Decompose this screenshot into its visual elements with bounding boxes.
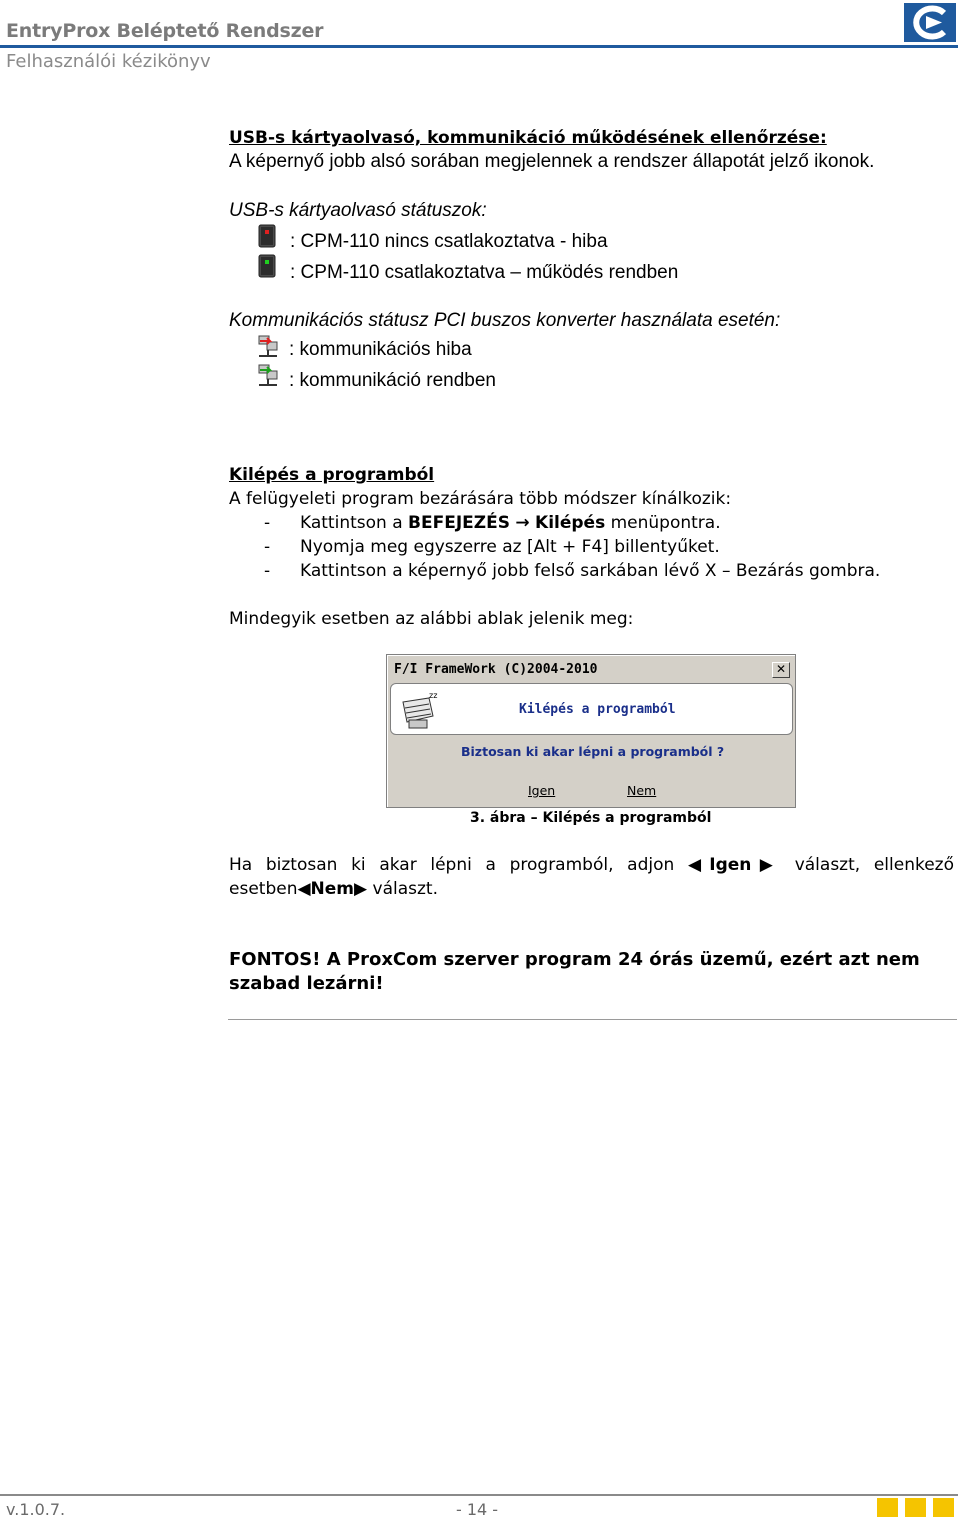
company-logo-icon (904, 3, 956, 42)
footer-square-icon (905, 1498, 926, 1517)
header-rule (0, 45, 958, 48)
yes-button[interactable]: Igen (528, 783, 556, 798)
no-button[interactable]: Nem (627, 783, 657, 798)
answer-paragraph: Ha biztosan ki akar lépni a programból, adjon ◀Igen▶ választ, ellenkező esetben◀Nem▶ választ. (229, 855, 954, 899)
section-divider (228, 1019, 957, 1020)
exit-method-close-button: Kattintson a képernyő jobb felső sarkában lévő X – Bezárás gombra. (300, 561, 881, 581)
usb-section-heading: USB-s kártyaolvasó, kommunikáció működésének ellenőrzése: (229, 128, 827, 148)
document-title: EntryProx Beléptető Rendszer (6, 20, 324, 42)
comm-status-error: : kommunikációs hiba (289, 339, 472, 360)
figure-caption: 3. ábra – Kilépés a programból (470, 810, 712, 826)
exit-method-shortcut: Nyomja meg egyszerre az [Alt + F4] billentyűket. (300, 537, 720, 557)
reader-green-led-icon (257, 254, 279, 280)
exit-intro-text: A felügyeleti program bezárására több módszer kínálkozik: (229, 489, 732, 509)
list-bullet: - (264, 513, 271, 533)
comm-status-title: Kommunikációs státusz PCI buszos konverter használata esetén: (229, 310, 781, 331)
dialog-titlebar (390, 658, 792, 682)
document-subtitle: Felhasználói kézikönyv (6, 51, 211, 72)
list-bullet: - (264, 537, 271, 557)
network-error-icon (257, 334, 279, 360)
dialog-header-panel (390, 683, 793, 735)
exit-method-menu: Kattintson a BEFEJEZÉS → Kilépés menüpontra. (300, 513, 721, 533)
exit-dialog (386, 654, 796, 808)
footer-square-icon (933, 1498, 954, 1517)
footer-square-icon (877, 1498, 898, 1517)
page-number: - 14 - (456, 1500, 499, 1519)
footer-rule (0, 1494, 958, 1496)
list-bullet: - (264, 561, 271, 581)
dialog-title: F/I FrameWork (C)2004-2010 (394, 662, 598, 677)
reader-red-led-icon (257, 224, 279, 250)
dialog-question: Biztosan ki akar lépni a programból ? (461, 744, 725, 759)
svg-text:zz: zz (429, 691, 438, 700)
comm-status-ok: : kommunikáció rendben (289, 370, 496, 391)
close-icon[interactable]: ✕ (772, 662, 790, 678)
exit-section-heading: Kilépés a programból (229, 465, 435, 485)
usb-status-connected: : CPM-110 csatlakoztatva – működés rendben (290, 262, 679, 283)
exit-window-note: Mindegyik esetben az alábbi ablak jelenik meg: (229, 609, 634, 629)
important-note: FONTOS! A ProxCom szerver program 24 órás üzemű, ezért azt nem szabad lezárni! (229, 949, 920, 994)
usb-intro-text: A képernyő jobb alsó sorában megjelennek a rendszer állapotát jelző ikonok. (229, 151, 875, 172)
dialog-heading: Kilépés a programból (519, 702, 676, 717)
network-ok-icon (257, 363, 279, 389)
usb-status-title: USB-s kártyaolvasó státuszok: (229, 200, 487, 221)
card-reader-icon (399, 688, 439, 732)
version-label: v.1.0.7. (6, 1500, 66, 1519)
usb-status-disconnected: : CPM-110 nincs csatlakoztatva - hiba (290, 231, 608, 252)
